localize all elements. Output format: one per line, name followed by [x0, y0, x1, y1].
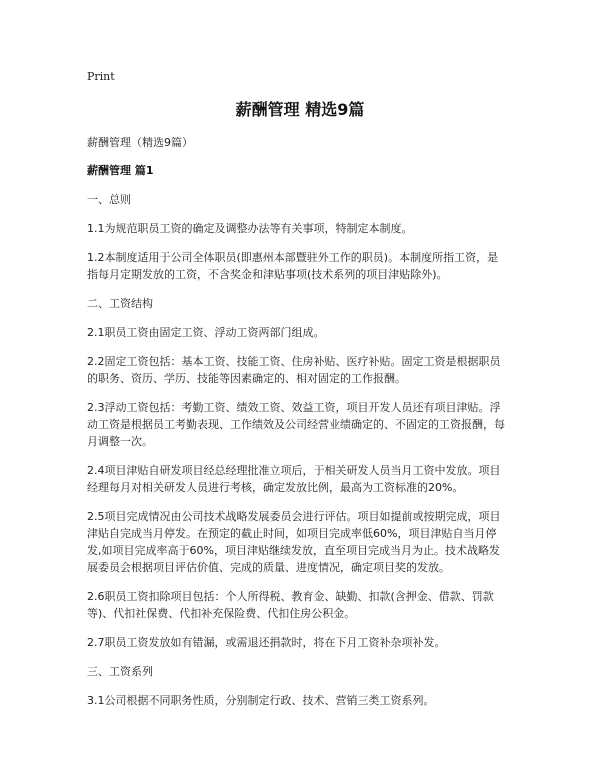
document-body — [87, 134, 507, 721]
document-subtitle: 薪酬管理（精选9篇） — [87, 136, 193, 149]
paragraph: 2.6职员工资扣除项目包括：个人所得税、教育金、缺勤、扣款(含押金、借款、罚款等)、代扣社保费、代扣补充保险费、代扣住房公积金。 — [87, 590, 494, 620]
section-heading: 二、工资结构 — [87, 297, 153, 310]
paragraph: 1.1为规范职员工资的确定及调整办法等有关事项，特制定本制度。 — [87, 222, 413, 235]
paragraph: 2.2固定工资包括：基本工资、技能工资、住房补贴、医疗补贴。固定工资是根据职员的职务、资历、学历、技能等因素确定的、相对固定的工作报酬。 — [87, 355, 501, 385]
paragraph: 2.1职员工资由固定工资、浮动工资两部门组成。 — [87, 326, 325, 339]
paragraph: 2.7职员工资发放如有错漏，或需退还捐款时，将在下月工资补杂项补发。 — [87, 636, 446, 649]
paragraph: 2.5项目完成情况由公司技术战略发展委员会进行评估。项目如提前或按期完成，项目津贴自完成当月停发。在预定的截止时间，如项目完成率低60%，项目津贴自当月停发,如项目完成率高于60%，项目津贴继续发放，直至项目完成当月为止。技术战略发展委员会根据项目评估价值、完成的质量、进度情况，确定项目奖的发放。 — [87, 510, 501, 574]
paragraph: 3.1公司根据不同职务性质，分别制定行政、技术、营销三类工资系列。 — [87, 694, 435, 707]
section-heading: 一、总则 — [87, 193, 131, 206]
document-title: 薪酬管理 精选9篇 — [235, 100, 365, 119]
paragraph: 1.2本制度适用于公司全体职员(即惠州本部暨驻外工作的职员)。本制度所指工资，是指每月定期发放的工资，不含奖金和津贴事项(技术系列的项目津贴除外)。 — [87, 251, 499, 281]
section-heading: 三、工资系列 — [87, 665, 153, 678]
article-heading: 薪酬管理 篇1 — [87, 164, 154, 177]
paragraph: 2.4项目津贴自研发项目经总经理批准立项后，于相关研发人员当月工资中发放。项目经理每月对相关研发人员进行考核，确定发放比例，最高为工资标准的20%。 — [87, 464, 501, 494]
print-link[interactable]: Print — [87, 70, 115, 83]
paragraph: 2.3浮动工资包括：考勤工资、绩效工资、效益工资，项目开发人员还有项目津贴。浮动工资是根据员工考勤表现、工作绩效及公司经营业绩确定的、不固定的工资报酬，每月调整一次。 — [87, 401, 505, 448]
